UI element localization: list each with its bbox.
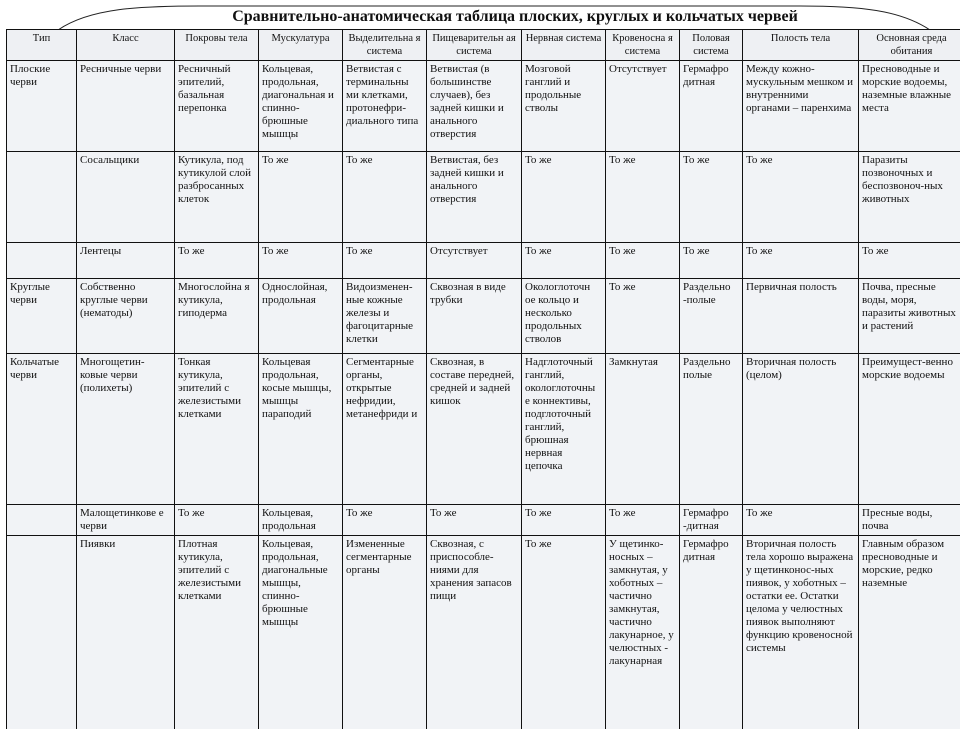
cell-reproductive: Гермафро дитная bbox=[680, 536, 743, 729]
cell-excretory: Сегментарные органы, открытые нефридии, метанефриди и bbox=[343, 354, 427, 505]
title-bar bbox=[0, 0, 960, 30]
column-header-habitat: Основная среда обитания bbox=[859, 30, 960, 61]
cell-circulatory: То же bbox=[606, 505, 680, 536]
table-row bbox=[7, 354, 960, 505]
comparison-table-wrapper bbox=[6, 29, 960, 729]
column-header-excretory: Выделительна я система bbox=[343, 30, 427, 61]
cell-muscles: То же bbox=[259, 152, 343, 243]
cell-covers: Многослойна я кутикула, гиподерма bbox=[175, 279, 259, 354]
column-header-circulatory: Кровеносна я система bbox=[606, 30, 680, 61]
cell-circulatory: То же bbox=[606, 279, 680, 354]
cell-habitat: Главным образом пресноводные и морские, редко наземные bbox=[859, 536, 960, 729]
comparison-table bbox=[6, 29, 960, 729]
cell-nervous: Надглоточный ганглий, окологлоточны е коннективы, подглоточный ганглий, брюшная нервная цепочка bbox=[522, 354, 606, 505]
cell-cavity: Первичная полость bbox=[743, 279, 859, 354]
table-row bbox=[7, 152, 960, 243]
cell-circulatory: Замкнутая bbox=[606, 354, 680, 505]
column-header-reproductive: Половая система bbox=[680, 30, 743, 61]
cell-cavity: Вторичная полость тела хорошо выражена у щетинконос-ных пиявок, у хоботных – остатки ее. Остатки целома у челюстных пиявок выполняют функцию кровеносной системы bbox=[743, 536, 859, 729]
cell-covers: Тонкая кутикула, эпителий с железистыми клетками bbox=[175, 354, 259, 505]
cell-nervous: Мозговой ганглий и продольные стволы bbox=[522, 61, 606, 152]
cell-digestive: Отсутствует bbox=[427, 243, 522, 279]
cell-excretory: Измененные сегментарные органы bbox=[343, 536, 427, 729]
table-title: Сравнительно-анатомическая таблица плоских, круглых и кольчатых червей bbox=[0, 8, 960, 26]
cell-muscles: То же bbox=[259, 243, 343, 279]
cell-type bbox=[7, 536, 77, 729]
cell-cavity: То же bbox=[743, 243, 859, 279]
cell-covers: Кутикула, под кутикулой слой разбросанных клеток bbox=[175, 152, 259, 243]
cell-digestive: Сквозная, с приспособле-ниями для хранения запасов пищи bbox=[427, 536, 522, 729]
cell-digestive: Сквозная, в составе передней, средней и задней кишок bbox=[427, 354, 522, 505]
column-header-covers: Покровы тела bbox=[175, 30, 259, 61]
cell-covers: Ресничный эпителий, базальная перепонка bbox=[175, 61, 259, 152]
cell-muscles: Кольцевая продольная, косые мышцы, мышцы параподий bbox=[259, 354, 343, 505]
cell-type bbox=[7, 505, 77, 536]
cell-reproductive: Раздельно -полые bbox=[680, 279, 743, 354]
table-row bbox=[7, 536, 960, 729]
cell-habitat: Почва, пресные воды, моря, паразиты животных и растений bbox=[859, 279, 960, 354]
cell-class: Многощетин-ковые черви (полихеты) bbox=[77, 354, 175, 505]
column-header-cavity: Полость тела bbox=[743, 30, 859, 61]
cell-excretory: Видоизменен-ные кожные железы и фагоцитарные клетки bbox=[343, 279, 427, 354]
cell-reproductive: Раздельно полые bbox=[680, 354, 743, 505]
cell-habitat: То же bbox=[859, 243, 960, 279]
column-header-nervous: Нервная система bbox=[522, 30, 606, 61]
cell-reproductive: То же bbox=[680, 243, 743, 279]
cell-type: Плоские черви bbox=[7, 61, 77, 152]
cell-covers: Плотная кутикула, эпителий с железистыми клетками bbox=[175, 536, 259, 729]
cell-class: Ресничные черви bbox=[77, 61, 175, 152]
cell-habitat: Паразиты позвоночных и беспозвоноч-ных животных bbox=[859, 152, 960, 243]
cell-reproductive: Гермафро дитная bbox=[680, 61, 743, 152]
cell-covers: То же bbox=[175, 505, 259, 536]
cell-type: Круглые черви bbox=[7, 279, 77, 354]
cell-class: Собственно круглые черви (нематоды) bbox=[77, 279, 175, 354]
cell-muscles: Однослойная, продольная bbox=[259, 279, 343, 354]
cell-cavity: Между кожно-мускульным мешком и внутренними органами – паренхима bbox=[743, 61, 859, 152]
cell-class: Малощетинкове е черви bbox=[77, 505, 175, 536]
table-row bbox=[7, 243, 960, 279]
cell-circulatory: То же bbox=[606, 152, 680, 243]
cell-reproductive: То же bbox=[680, 152, 743, 243]
cell-digestive: То же bbox=[427, 505, 522, 536]
cell-digestive: Ветвистая, без задней кишки и анального отверстия bbox=[427, 152, 522, 243]
cell-class: Пиявки bbox=[77, 536, 175, 729]
cell-muscles: Кольцевая, продольная bbox=[259, 505, 343, 536]
cell-excretory: То же bbox=[343, 243, 427, 279]
cell-type bbox=[7, 243, 77, 279]
cell-digestive: Сквозная в виде трубки bbox=[427, 279, 522, 354]
cell-nervous: То же bbox=[522, 505, 606, 536]
column-header-digestive: Пищеварительн ая система bbox=[427, 30, 522, 61]
cell-type bbox=[7, 152, 77, 243]
table-row bbox=[7, 61, 960, 152]
cell-excretory: То же bbox=[343, 152, 427, 243]
cell-circulatory: У щетинко-носных – замкнутая, у хоботных – частично замкнутая, частично лакунарное, у челюстных - лакунарная bbox=[606, 536, 680, 729]
cell-cavity: То же bbox=[743, 152, 859, 243]
cell-muscles: Кольцевая, продольная, диагональная и спинно-брюшные мышцы bbox=[259, 61, 343, 152]
cell-habitat: Преимущест-венно морские водоемы bbox=[859, 354, 960, 505]
header-row bbox=[7, 30, 960, 61]
cell-covers: То же bbox=[175, 243, 259, 279]
cell-digestive: Ветвистая (в большинстве случаев), без задней кишки и анального отверстия bbox=[427, 61, 522, 152]
cell-circulatory: Отсутствует bbox=[606, 61, 680, 152]
cell-nervous: Окологлоточн ое кольцо и несколько продольных стволов bbox=[522, 279, 606, 354]
table-row bbox=[7, 505, 960, 536]
column-header-type: Тип bbox=[7, 30, 77, 61]
cell-habitat: Пресные воды, почва bbox=[859, 505, 960, 536]
cell-circulatory: То же bbox=[606, 243, 680, 279]
cell-cavity: То же bbox=[743, 505, 859, 536]
cell-excretory: То же bbox=[343, 505, 427, 536]
cell-type: Кольчатые черви bbox=[7, 354, 77, 505]
cell-nervous: То же bbox=[522, 536, 606, 729]
cell-class: Лентецы bbox=[77, 243, 175, 279]
cell-nervous: То же bbox=[522, 152, 606, 243]
table-row bbox=[7, 279, 960, 354]
column-header-muscles: Мускулатура bbox=[259, 30, 343, 61]
cell-excretory: Ветвистая с терминальны ми клетками, протонефри-диального типа bbox=[343, 61, 427, 152]
cell-nervous: То же bbox=[522, 243, 606, 279]
cell-muscles: Кольцевая, продольная, диагональные мышцы, спинно-брюшные мышцы bbox=[259, 536, 343, 729]
cell-reproductive: Гермафро -дитная bbox=[680, 505, 743, 536]
cell-cavity: Вторичная полость (целом) bbox=[743, 354, 859, 505]
cell-class: Сосальщики bbox=[77, 152, 175, 243]
column-header-class: Класс bbox=[77, 30, 175, 61]
cell-habitat: Пресноводные и морские водоемы, наземные влажные места bbox=[859, 61, 960, 152]
